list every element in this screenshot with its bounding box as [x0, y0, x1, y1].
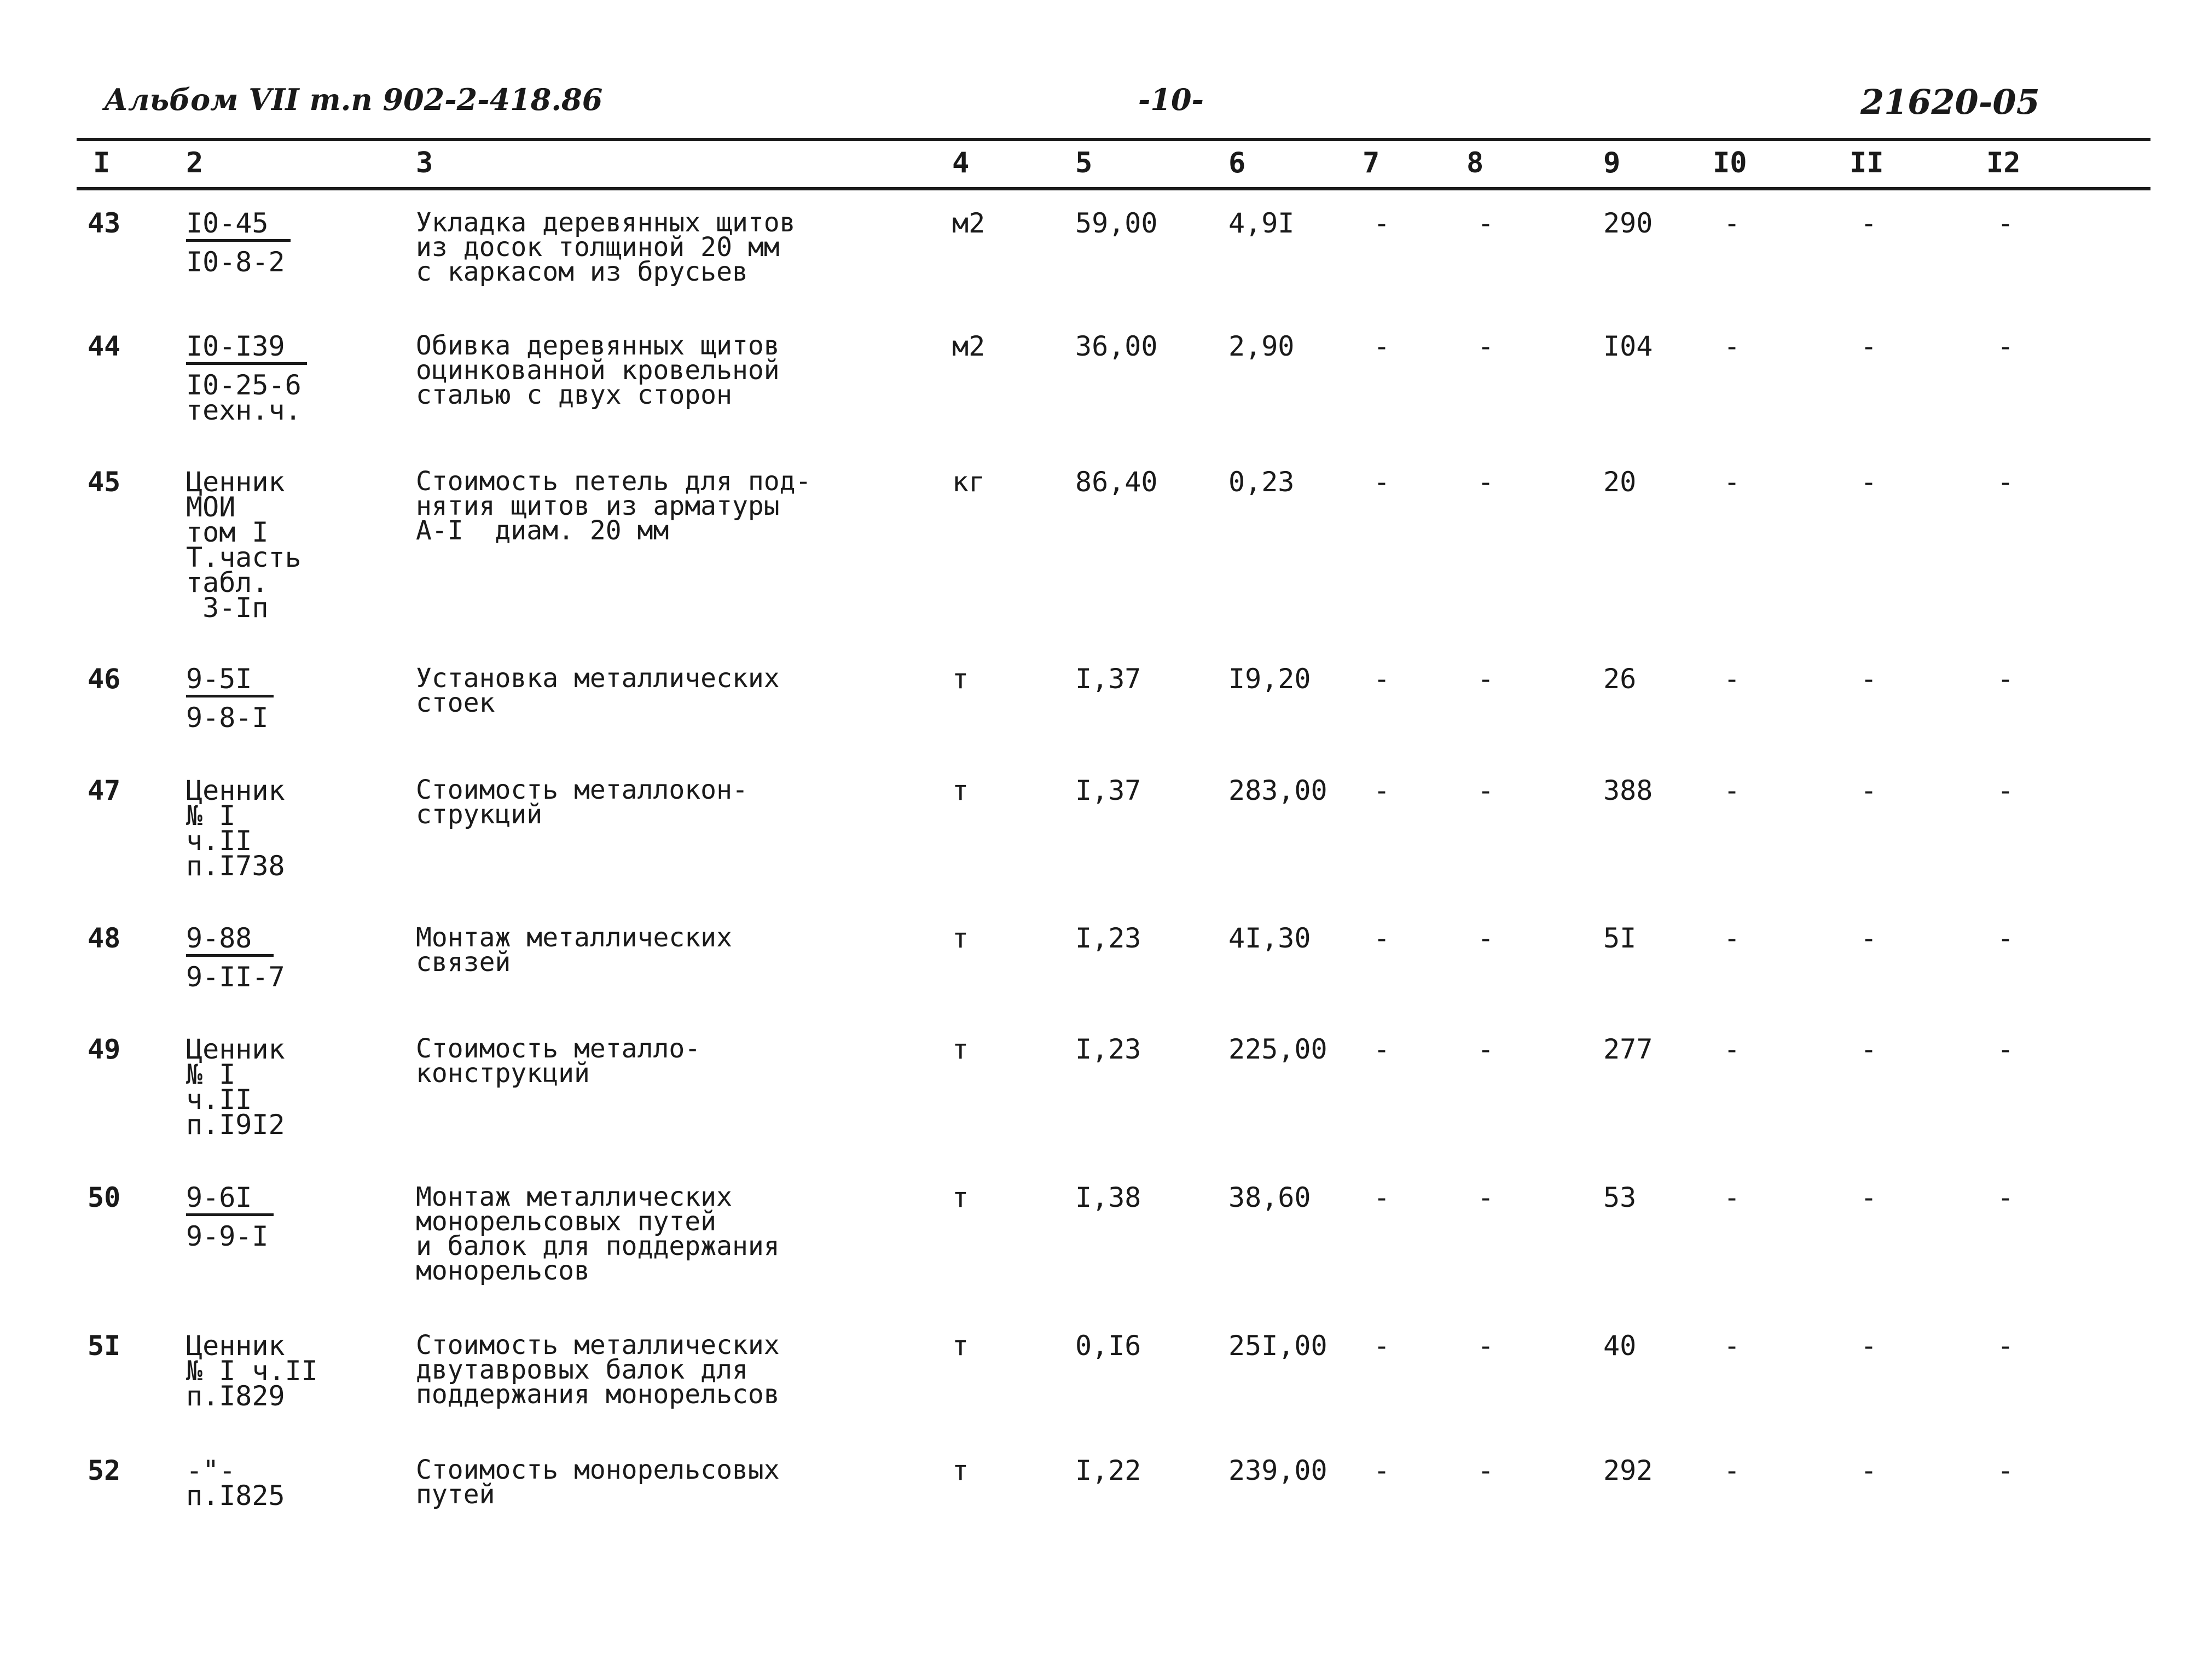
reference: Ценник МОИ том I Т.часть табл. 3-Iп [186, 466, 302, 624]
col-7: - [1373, 330, 1390, 362]
document-code: 21620-05 [1860, 82, 2040, 122]
col-8: - [1477, 207, 1494, 239]
col-11: - [1860, 663, 1877, 695]
total: 53 [1603, 1182, 1637, 1213]
unit: т [952, 1182, 969, 1213]
total: I04 [1603, 330, 1653, 362]
col-7: - [1373, 922, 1390, 954]
item-number: 44 [88, 330, 121, 362]
col-12: - [1997, 1182, 2014, 1213]
column-header-11: II [1850, 147, 1884, 179]
col-7: - [1373, 663, 1390, 695]
unit-price: 25I,00 [1228, 1330, 1328, 1362]
unit-price: I9,20 [1228, 663, 1311, 695]
col-10: - [1724, 663, 1741, 695]
unit-price: 239,00 [1228, 1455, 1328, 1486]
work-description: Монтаж металлических связей [416, 922, 732, 978]
col-10: - [1724, 1182, 1741, 1213]
item-number: 50 [88, 1182, 121, 1213]
unit-price: 283,00 [1228, 775, 1328, 806]
col-7: - [1373, 1330, 1390, 1362]
total: 26 [1603, 663, 1637, 695]
work-description: Монтаж металлических монорельсовых путей и балок для поддержания монорельсов [416, 1182, 780, 1286]
unit-price: 4I,30 [1228, 922, 1311, 954]
col-11: - [1860, 1455, 1877, 1486]
col-11: - [1860, 1033, 1877, 1065]
col-12: - [1997, 1033, 2014, 1065]
top-rule [77, 138, 2150, 141]
reference-top: 9-5I [186, 666, 274, 697]
total: 40 [1603, 1330, 1637, 1362]
col-10: - [1724, 330, 1741, 362]
col-10: - [1724, 1330, 1741, 1362]
unit-price: 38,60 [1228, 1182, 1311, 1213]
reference [186, 207, 291, 278]
column-header-9: 9 [1603, 147, 1621, 179]
col-12: - [1997, 207, 2014, 239]
reference [186, 1182, 274, 1252]
work-description: Стоимость монорельсовых путей [416, 1455, 780, 1510]
work-description: Установка металлических стоек [416, 663, 780, 718]
reference [186, 330, 307, 426]
reference [186, 663, 274, 734]
work-description: Стоимость петель для под- нятия щитов из арматуры А-I диам. 20 мм [416, 466, 811, 546]
page-number: -10- [1138, 82, 1204, 117]
total: 5I [1603, 922, 1637, 954]
col-8: - [1477, 775, 1494, 806]
col-11: - [1860, 1182, 1877, 1213]
quantity: I,37 [1075, 775, 1141, 806]
col-12: - [1997, 775, 2014, 806]
reference-top: I0-I39 [186, 334, 307, 365]
col-12: - [1997, 663, 2014, 695]
item-number: 45 [88, 466, 121, 498]
col-8: - [1477, 922, 1494, 954]
unit-price: 4,9I [1228, 207, 1295, 239]
item-number: 49 [88, 1033, 121, 1065]
quantity: 86,40 [1075, 466, 1158, 498]
col-10: - [1724, 775, 1741, 806]
unit: т [952, 663, 969, 695]
quantity: 0,I6 [1075, 1330, 1141, 1362]
item-number: 43 [88, 207, 121, 239]
reference-bottom: 9-9-I [186, 1220, 269, 1252]
reference: -"- п.I825 [186, 1455, 285, 1512]
header-bottom-rule [77, 187, 2150, 190]
col-12: - [1997, 466, 2014, 498]
column-header-6: 6 [1228, 147, 1246, 179]
col-8: - [1477, 663, 1494, 695]
col-10: - [1724, 922, 1741, 954]
column-header-10: I0 [1713, 147, 1747, 179]
total: 292 [1603, 1455, 1653, 1486]
column-header-2: 2 [186, 147, 204, 179]
column-header-3: 3 [416, 147, 433, 179]
item-number: 46 [88, 663, 121, 695]
total: 20 [1603, 466, 1637, 498]
reference-bottom: I0-25-6 [186, 369, 302, 401]
col-10: - [1724, 1033, 1741, 1065]
quantity: I,37 [1075, 663, 1141, 695]
col-7: - [1373, 1033, 1390, 1065]
total: 388 [1603, 775, 1653, 806]
quantity: I,38 [1075, 1182, 1141, 1213]
col-10: - [1724, 466, 1741, 498]
reference-extra: техн.ч. [186, 394, 302, 426]
total: 290 [1603, 207, 1653, 239]
col-11: - [1860, 922, 1877, 954]
unit: м2 [952, 330, 986, 362]
col-12: - [1997, 1455, 2014, 1486]
column-header-5: 5 [1075, 147, 1093, 179]
quantity: 59,00 [1075, 207, 1158, 239]
unit-price: 0,23 [1228, 466, 1295, 498]
item-number: 52 [88, 1455, 121, 1486]
col-11: - [1860, 775, 1877, 806]
quantity: I,23 [1075, 1033, 1141, 1065]
reference-bottom: 9-8-I [186, 702, 269, 734]
work-description: Стоимость металлокон- струкций [416, 775, 748, 830]
unit: т [952, 1330, 969, 1362]
unit: т [952, 1455, 969, 1486]
quantity: I,22 [1075, 1455, 1141, 1486]
work-description: Обивка деревянных щитов оцинкованной кровельной сталью с двух сторон [416, 330, 780, 410]
col-11: - [1860, 1330, 1877, 1362]
reference-bottom: 9-II-7 [186, 961, 285, 993]
work-description: Стоимость металлических двутавровых балок для поддержания монорельсов [416, 1330, 780, 1410]
work-description: Стоимость металло- конструкций [416, 1033, 701, 1089]
col-7: - [1373, 775, 1390, 806]
column-header-8: 8 [1466, 147, 1484, 179]
unit-price: 2,90 [1228, 330, 1295, 362]
col-11: - [1860, 207, 1877, 239]
reference-top: 9-88 [186, 926, 274, 957]
item-number: 48 [88, 922, 121, 954]
col-8: - [1477, 1182, 1494, 1213]
col-11: - [1860, 330, 1877, 362]
col-8: - [1477, 1033, 1494, 1065]
item-number: 47 [88, 775, 121, 806]
reference: Ценник № I ч.II п.I9I2 [186, 1033, 285, 1141]
unit: т [952, 775, 969, 806]
column-header-7: 7 [1363, 147, 1380, 179]
reference-bottom: I0-8-2 [186, 246, 285, 278]
reference: Ценник № I ч.II п.I829 [186, 1330, 318, 1412]
col-7: - [1373, 1182, 1390, 1213]
work-description: Укладка деревянных щитов из досок толщиной 20 мм с каркасом из брусьев [416, 207, 796, 287]
reference [186, 922, 285, 993]
col-12: - [1997, 330, 2014, 362]
col-10: - [1724, 207, 1741, 239]
unit: т [952, 1033, 969, 1065]
column-header-12: I2 [1986, 147, 2021, 179]
col-7: - [1373, 466, 1390, 498]
col-12: - [1997, 1330, 2014, 1362]
reference: Ценник № I ч.II п.I738 [186, 775, 285, 882]
unit: т [952, 922, 969, 954]
col-11: - [1860, 466, 1877, 498]
col-8: - [1477, 1330, 1494, 1362]
col-8: - [1477, 1455, 1494, 1486]
col-7: - [1373, 1455, 1390, 1486]
album-label: Альбом VII т.п 902-2-418.86 [104, 82, 603, 117]
unit: кг [952, 466, 986, 498]
unit: м2 [952, 207, 986, 239]
column-header-1: I [93, 147, 111, 179]
reference-top: 9-6I [186, 1185, 274, 1216]
quantity: I,23 [1075, 922, 1141, 954]
col-8: - [1477, 466, 1494, 498]
unit-price: 225,00 [1228, 1033, 1328, 1065]
column-header-4: 4 [952, 147, 970, 179]
item-number: 5I [88, 1330, 121, 1362]
col-10: - [1724, 1455, 1741, 1486]
quantity: 36,00 [1075, 330, 1158, 362]
col-12: - [1997, 922, 2014, 954]
col-8: - [1477, 330, 1494, 362]
reference-top: I0-45 [186, 211, 291, 242]
total: 277 [1603, 1033, 1653, 1065]
col-7: - [1373, 207, 1390, 239]
